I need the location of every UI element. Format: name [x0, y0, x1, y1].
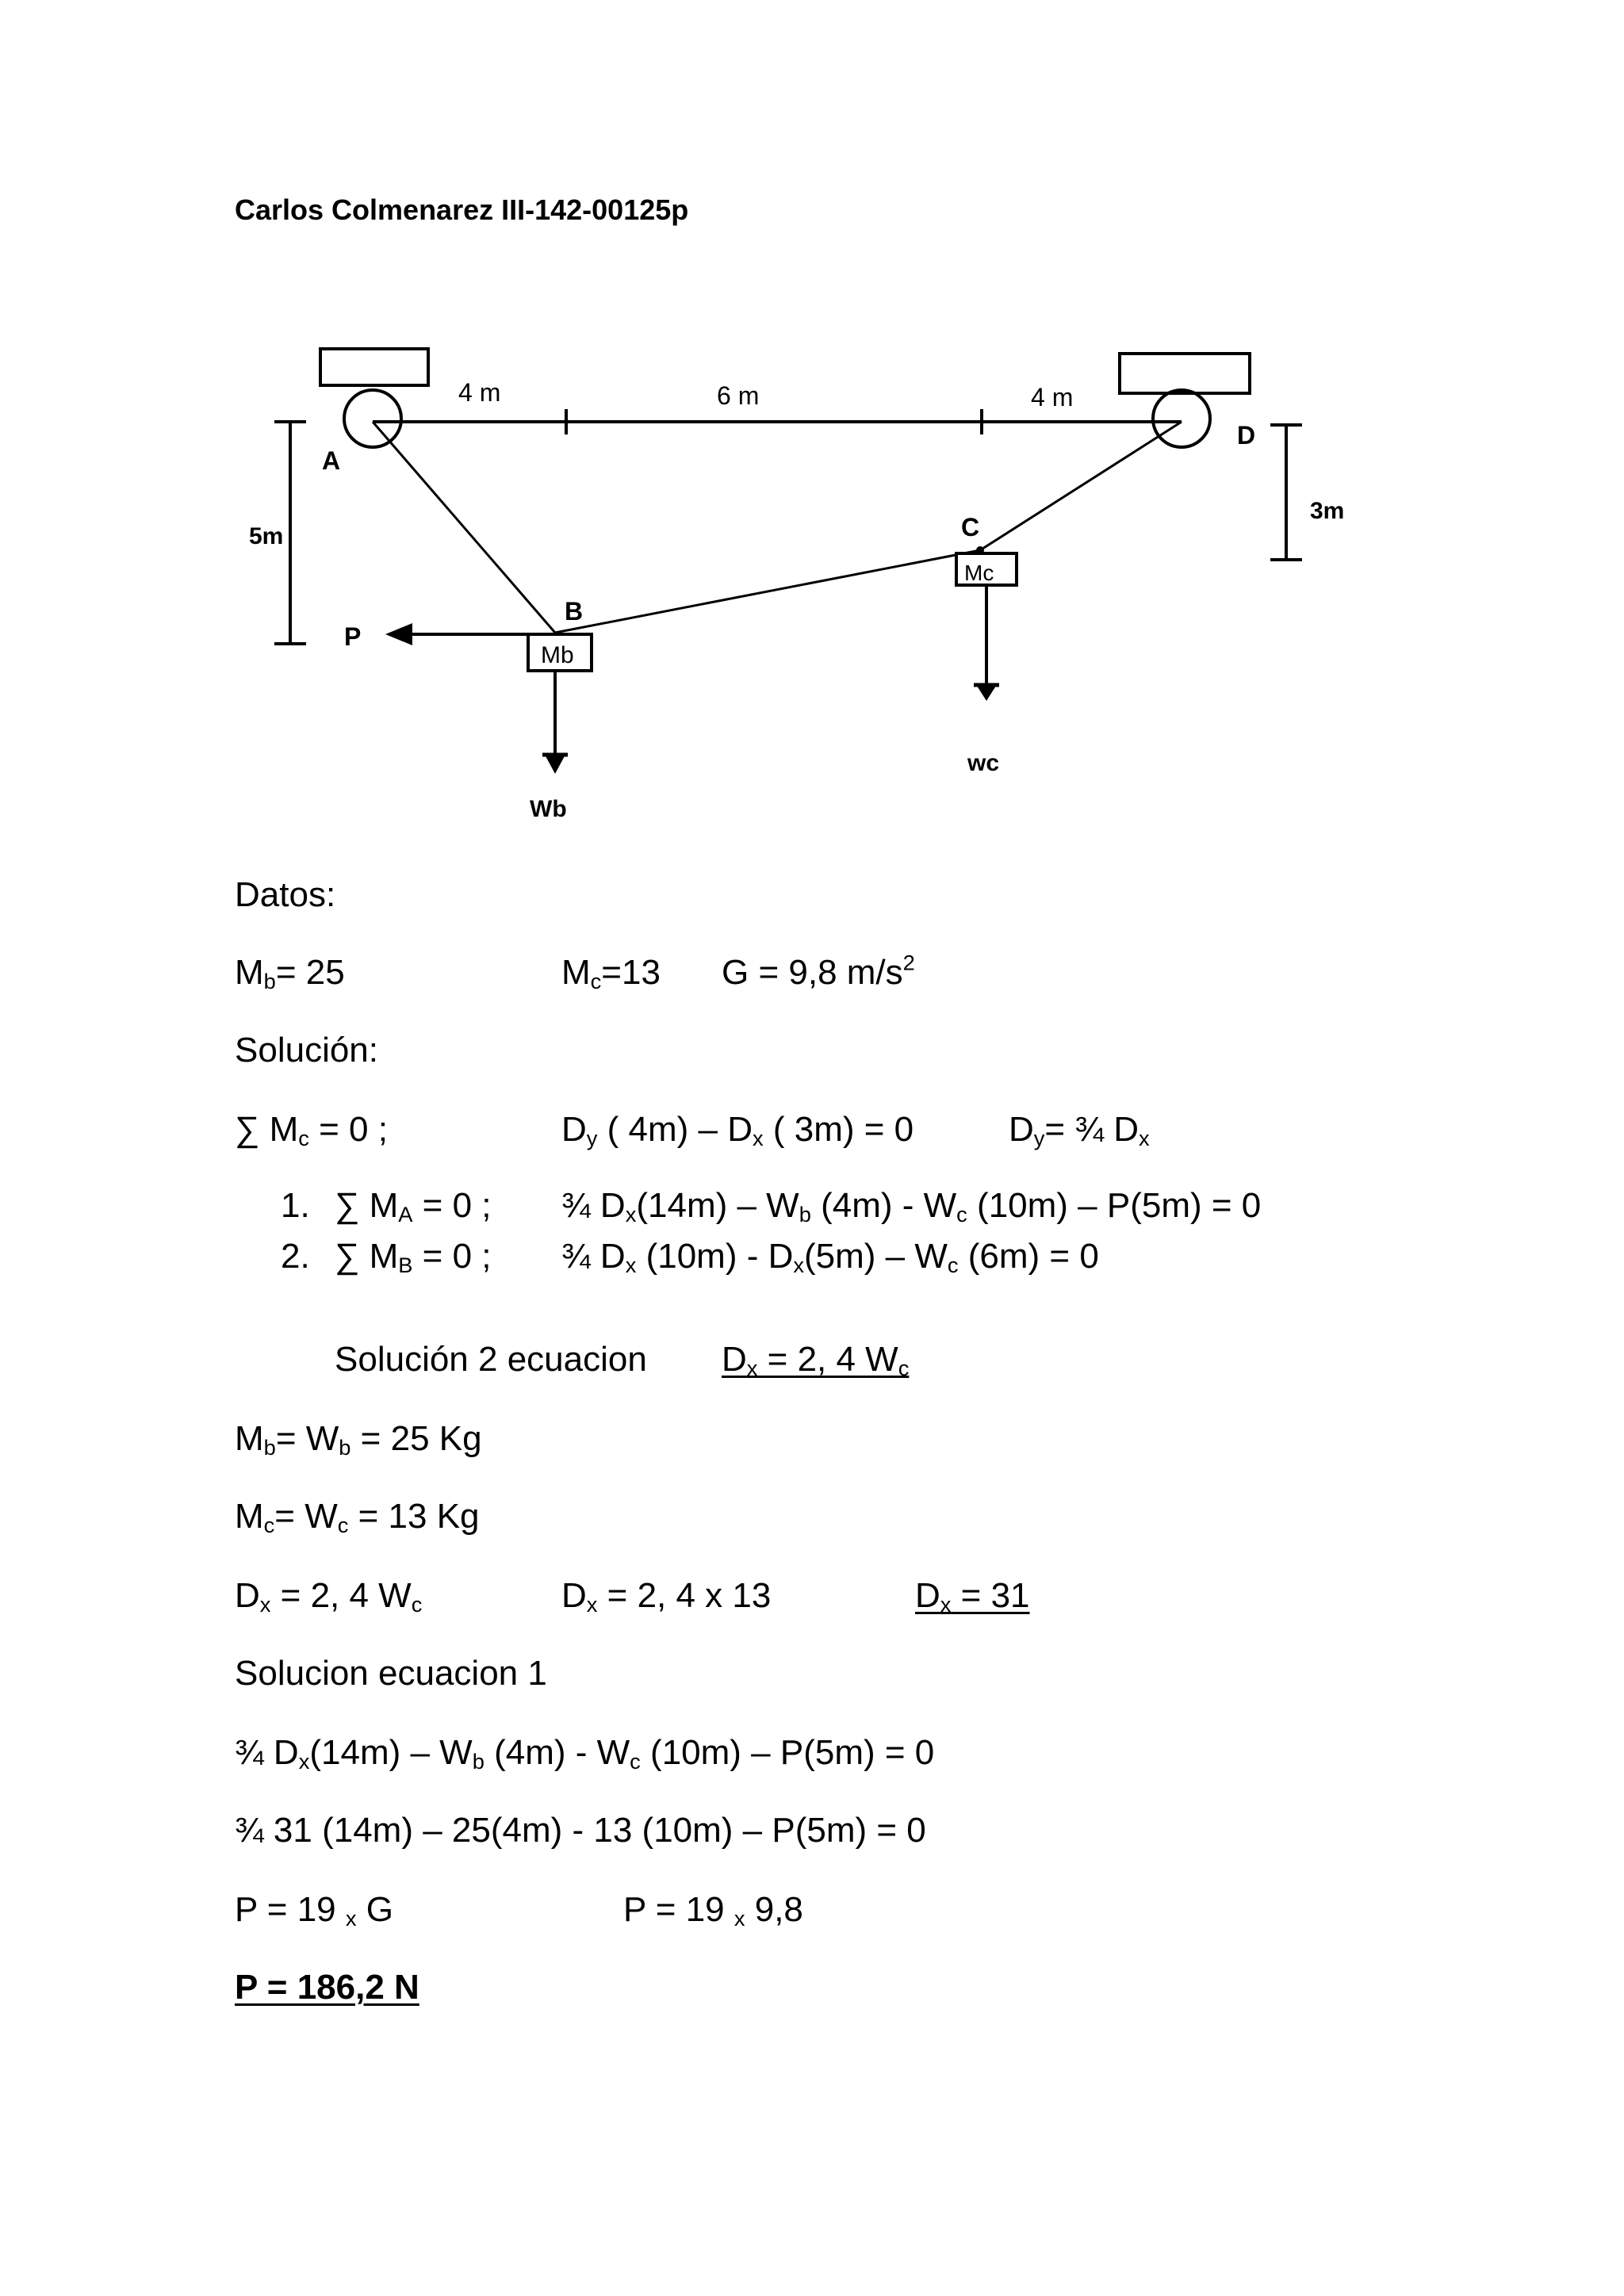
datos-heading: Datos:: [235, 875, 336, 914]
force-label-wc: wc: [967, 750, 1000, 776]
equation-1-substituted: ¾ 31 (14m) – 25(4m) - 13 (10m) – P(5m) = 0: [235, 1811, 926, 1850]
cable-bc: [555, 550, 980, 633]
dim-label-ab: 4 m: [458, 378, 501, 407]
dim-label-left: 5m: [249, 523, 284, 549]
pulley-a: [344, 390, 401, 447]
pulley-d: [1153, 390, 1210, 447]
point-label-d: D: [1237, 421, 1256, 450]
author-header: Carlos Colmenarez III-142-00125p: [235, 193, 689, 226]
force-label-wb: Wb: [530, 796, 567, 822]
mass-label-b: Mb: [541, 642, 574, 668]
solucion-heading: Solución:: [235, 1031, 379, 1070]
force-label-p: P: [344, 622, 362, 651]
arrow-p-icon: [385, 623, 412, 645]
point-label-b: B: [565, 597, 584, 626]
cable-cd: [980, 422, 1182, 550]
mass-label-c: Mc: [964, 561, 994, 585]
final-result: P = 186,2 N: [235, 1968, 419, 2007]
support-block-d: [1120, 354, 1250, 393]
dim-label-bc: 6 m: [717, 381, 760, 410]
dim-label-right: 3m: [1310, 498, 1345, 524]
cable-ab: [373, 422, 555, 633]
support-block-a: [320, 349, 428, 385]
force-diagram: [0, 0, 1624, 872]
dim-label-cd: 4 m: [1031, 383, 1074, 411]
solution-eq-1-heading: Solucion ecuacion 1: [235, 1654, 547, 1693]
point-label-c: C: [961, 513, 980, 541]
point-label-a: A: [322, 446, 341, 475]
